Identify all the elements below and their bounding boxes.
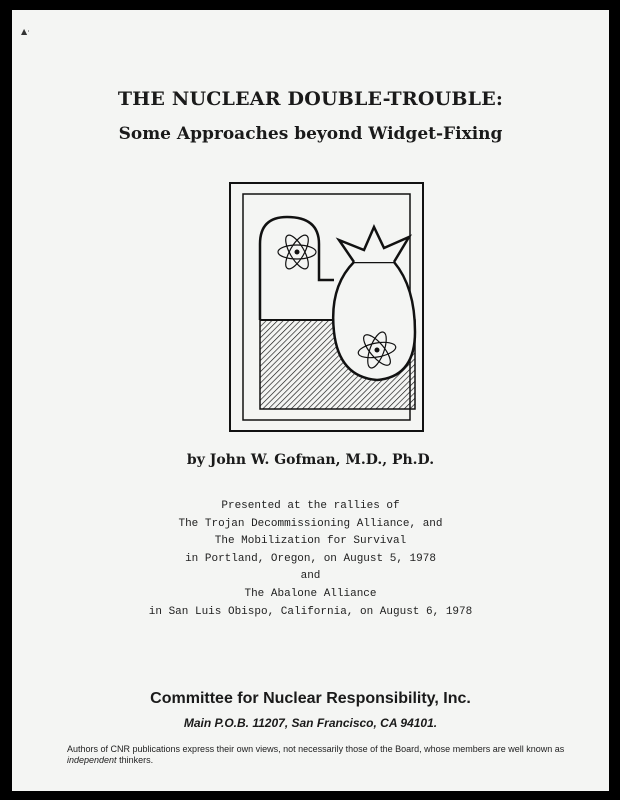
disclaimer-text-end: thinkers.: [116, 755, 154, 765]
presentation-notice: [12, 498, 609, 621]
organization-address: Main P.O.B. 11207, San Francisco, CA 94101.: [183, 716, 438, 730]
organization-name: Committee for Nuclear Responsibility, Inc.: [150, 690, 471, 707]
presentation-line: and: [300, 570, 321, 583]
disclaimer-emphasis: independent: [67, 755, 117, 765]
presentation-line: in Portland, Oregon, on August 5, 1978: [185, 552, 436, 565]
disclaimer-text: Authors of CNR publications express their own views, not necessarily those of the Board, whose members are well known as: [67, 744, 565, 754]
presentation-line: Presented at the rallies of: [221, 500, 400, 512]
arched-window: [260, 217, 334, 320]
presentation-line: The Abalone Alliance: [244, 587, 377, 600]
disclaimer: [67, 744, 602, 766]
presentation-line: The Trojan Decommissioning Alliance, and: [178, 517, 443, 530]
document-subtitle: Some Approaches beyond Widget-Fixing: [118, 124, 503, 144]
presentation-line: in San Luis Obispo, California, on August 6, 1978: [148, 605, 473, 618]
author-line: by John W. Gofman, M.D., Ph.D.: [186, 452, 435, 468]
corner-mark: ▲·: [21, 27, 30, 36]
cover-illustration: [229, 182, 424, 432]
document-title: THE NUCLEAR DOUBLE-TROUBLE:: [117, 88, 504, 110]
document-page: [12, 10, 609, 791]
presentation-line: The Mobilization for Survival: [214, 535, 407, 548]
